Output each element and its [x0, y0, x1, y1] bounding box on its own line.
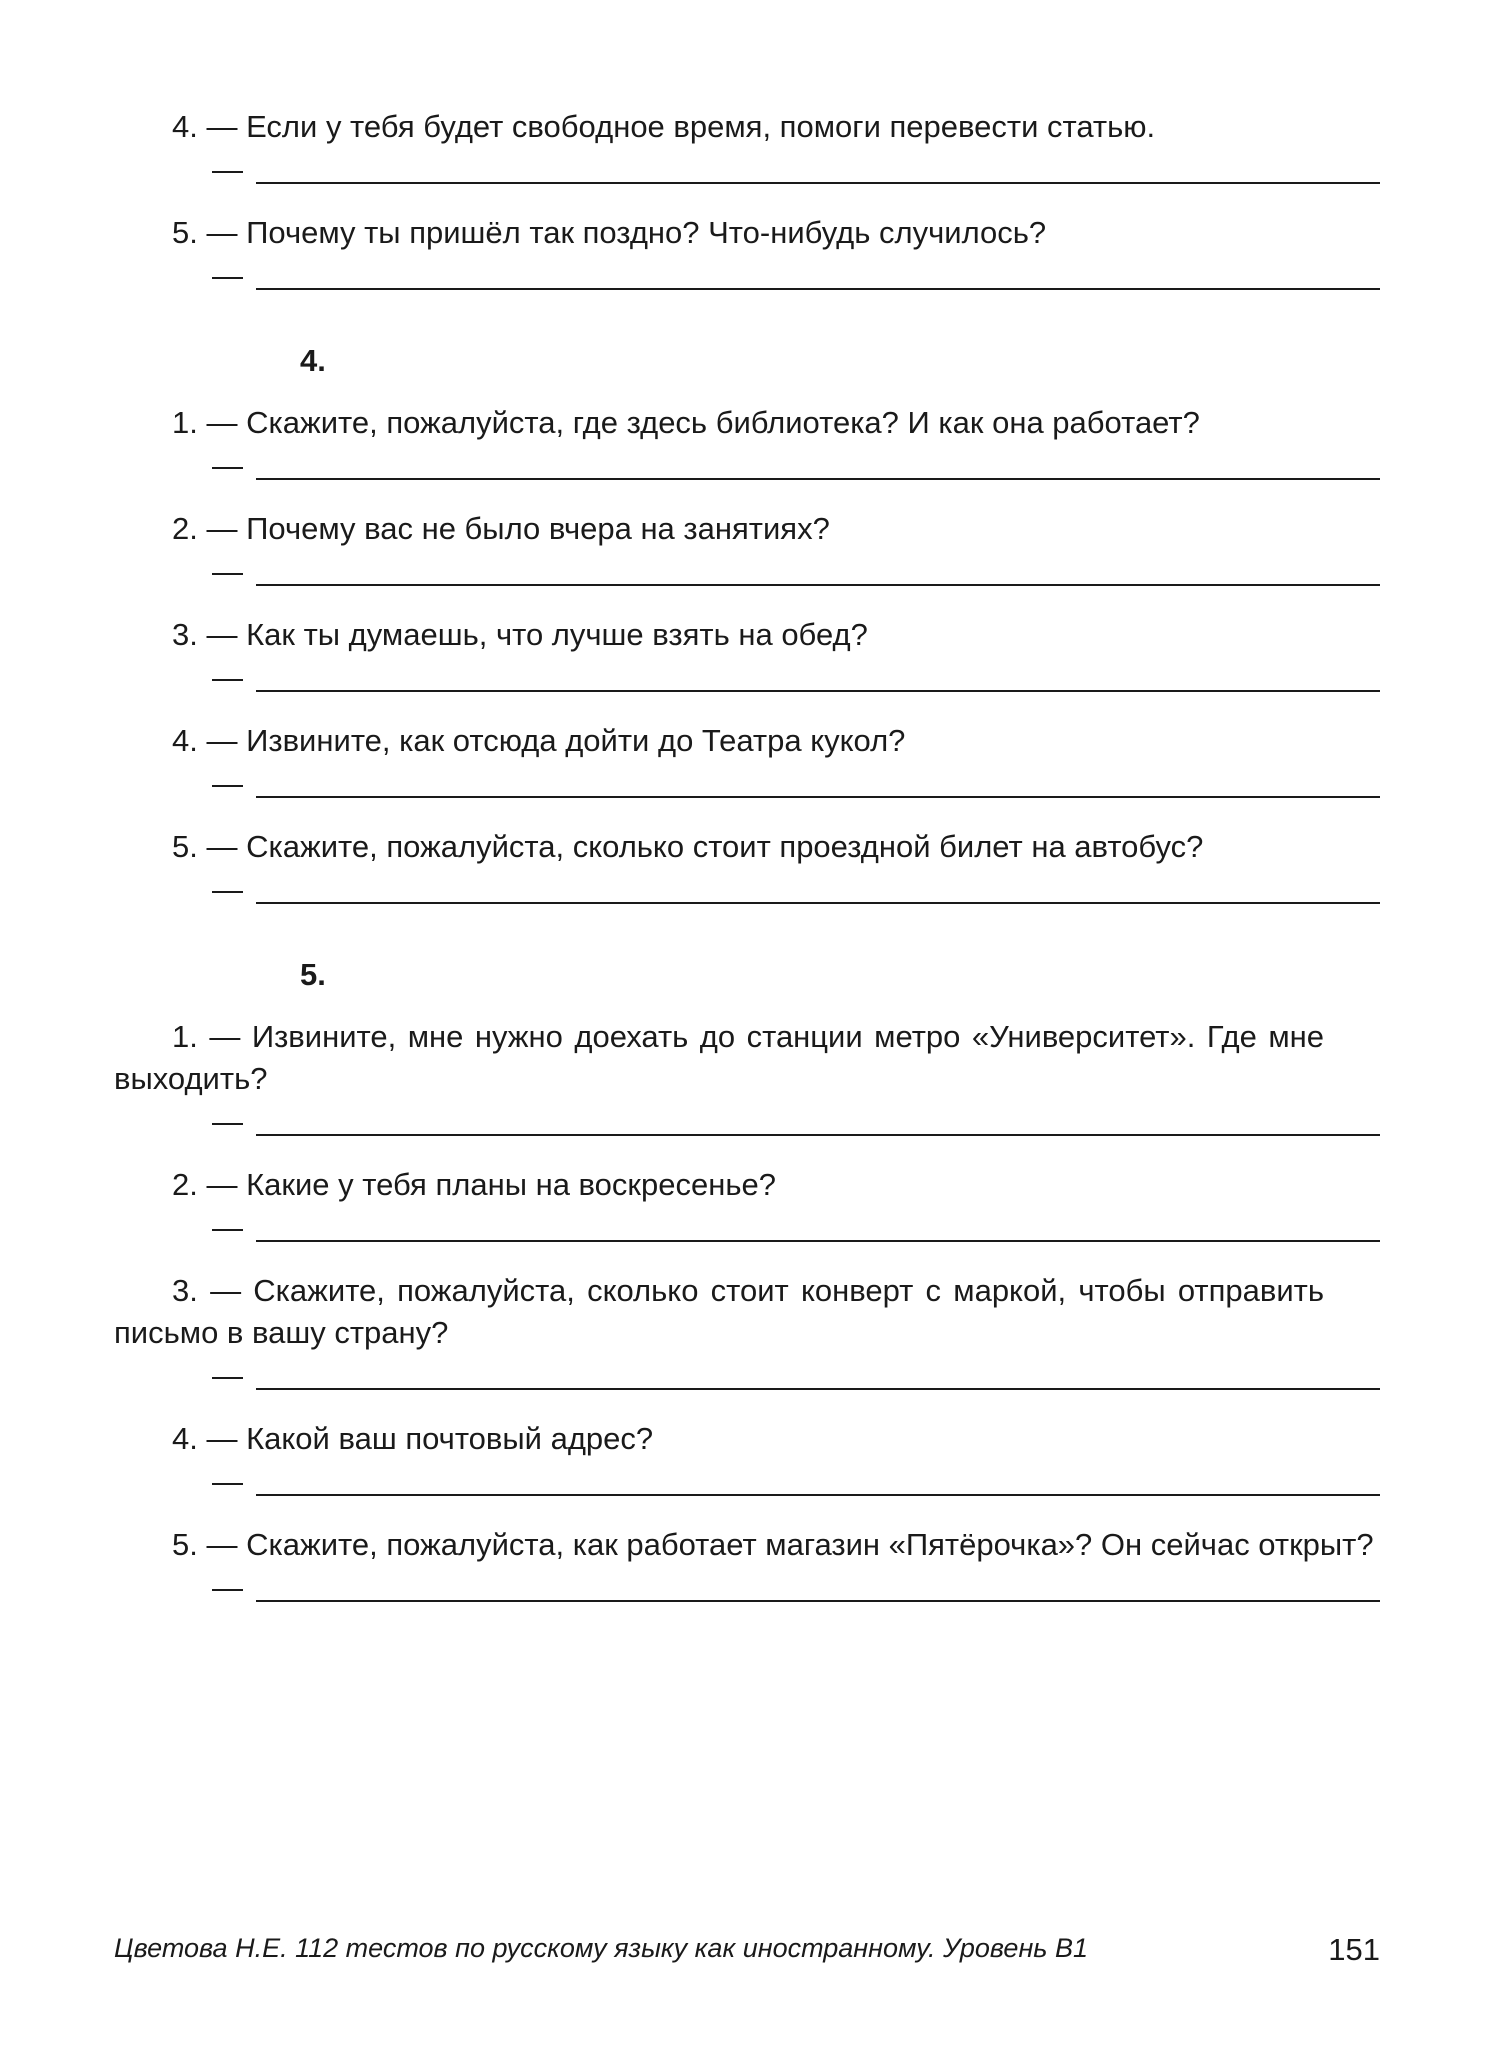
- question-item: [172, 614, 868, 656]
- question-number: 3.: [172, 1273, 198, 1308]
- question-text: — Какие у тебя планы на воскресенье?: [206, 1167, 776, 1202]
- answer-line[interactable]: [212, 764, 1380, 804]
- question-item: [172, 720, 905, 762]
- question-item: [172, 106, 1155, 148]
- question-item: [172, 508, 830, 550]
- question-number: 5.: [172, 215, 198, 250]
- answer-line[interactable]: [212, 1462, 1380, 1502]
- question-number: 2.: [172, 511, 198, 546]
- question-item: [114, 1016, 1324, 1100]
- page-number: 151: [1328, 1932, 1380, 1967]
- answer-line[interactable]: [212, 552, 1380, 592]
- question-text: — Скажите, пожалуйста, где здесь библиотека? И как она работает?: [206, 405, 1200, 440]
- question-item: [172, 402, 1200, 444]
- question-item: [172, 1524, 1374, 1566]
- answer-dash: —: [212, 554, 243, 589]
- question-text: — Почему вас не было вчера на занятиях?: [206, 511, 830, 546]
- question-text: — Извините, как отсюда дойти до Театра кукол?: [206, 723, 906, 758]
- question-number: 1.: [172, 405, 198, 440]
- question-number: 3.: [172, 617, 198, 652]
- answer-dash: —: [212, 1104, 243, 1139]
- question-item: [172, 1164, 776, 1206]
- answer-dash: —: [212, 1210, 243, 1245]
- answer-line[interactable]: [212, 1568, 1380, 1608]
- answer-dash: —: [212, 872, 243, 907]
- question-item: [172, 1418, 653, 1460]
- question-text: — Какой ваш почтовый адрес?: [206, 1421, 654, 1456]
- answer-line[interactable]: [212, 870, 1380, 910]
- answer-dash: —: [212, 152, 243, 187]
- answer-line[interactable]: [212, 1208, 1380, 1248]
- answer-dash: —: [212, 1570, 243, 1605]
- question-number: 4.: [172, 109, 198, 144]
- answer-line[interactable]: [212, 658, 1380, 698]
- book-title: Цветова Н.Е. 112 тестов по русскому языку как иностранному. Уровень В1: [114, 1933, 1089, 1963]
- question-item: [114, 1270, 1324, 1354]
- section-heading: 4.: [300, 343, 326, 378]
- answer-dash: —: [212, 448, 243, 483]
- section-heading: 5.: [300, 957, 326, 992]
- question-number: 4.: [172, 1421, 198, 1456]
- question-number: 2.: [172, 1167, 198, 1202]
- answer-line[interactable]: [212, 1102, 1380, 1142]
- answer-line[interactable]: [212, 256, 1380, 296]
- question-text: — Скажите, пожалуйста, сколько стоит конверт с маркой, чтобы отправить письмо в вашу страну?: [114, 1273, 1324, 1350]
- question-text: — Извините, мне нужно доехать до станции метро «Университет». Где мне выходить?: [114, 1019, 1324, 1096]
- question-number: 4.: [172, 723, 198, 758]
- question-item: [172, 826, 1203, 868]
- question-text: — Как ты думаешь, что лучше взять на обед?: [206, 617, 868, 652]
- answer-dash: —: [212, 258, 243, 293]
- question-number: 5.: [172, 1527, 198, 1562]
- question-text: — Скажите, пожалуйста, сколько стоит проездной билет на автобус?: [206, 829, 1204, 864]
- question-item: [172, 212, 1046, 254]
- question-text: — Почему ты пришёл так поздно? Что-нибудь случилось?: [206, 215, 1047, 250]
- answer-dash: —: [212, 1464, 243, 1499]
- answer-line[interactable]: [212, 150, 1380, 190]
- question-text: — Скажите, пожалуйста, как работает магазин «Пятёрочка»? Он сейчас открыт?: [206, 1527, 1374, 1562]
- answer-line[interactable]: [212, 1356, 1380, 1396]
- question-text: — Если у тебя будет свободное время, помоги перевести статью.: [206, 109, 1156, 144]
- answer-dash: —: [212, 1358, 243, 1393]
- question-number: 1.: [172, 1019, 198, 1054]
- answer-dash: —: [212, 660, 243, 695]
- answer-dash: —: [212, 766, 243, 801]
- question-number: 5.: [172, 829, 198, 864]
- answer-line[interactable]: [212, 446, 1380, 486]
